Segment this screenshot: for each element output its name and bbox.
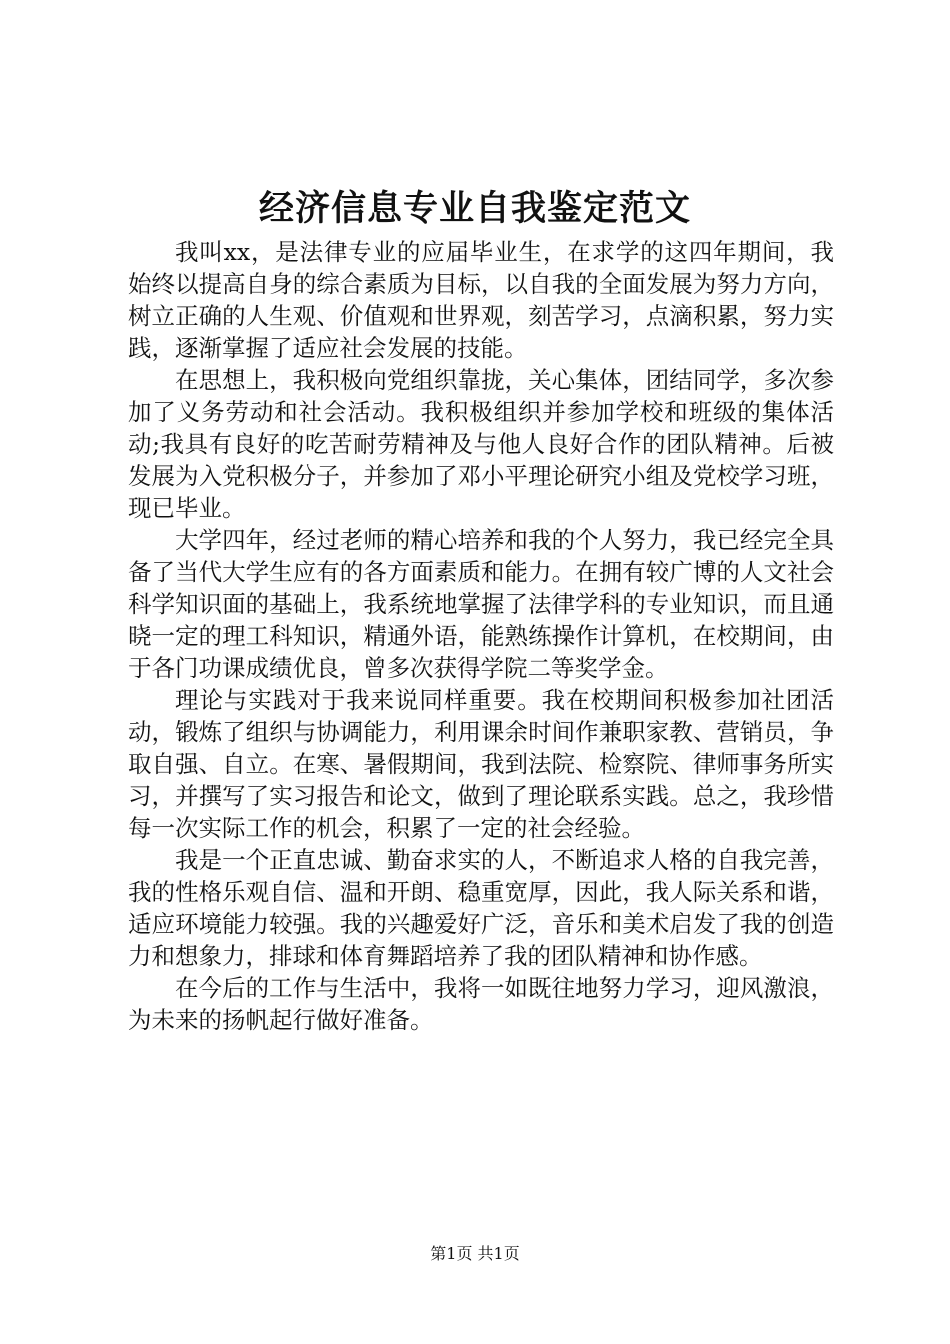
paragraph-6: 在今后的工作与生活中，我将一如既往地努力学习，迎风激浪，为未来的扬帆起行做好准备。 <box>128 974 834 1034</box>
paragraph-1: 我叫xx，是法律专业的应届毕业生，在求学的这四年期间，我始终以提高自身的综合素质为目标，以自我的全面发展为努力方向，树立正确的人生观、价值观和世界观，刻苦学习，点滴积累，努力实践，逐渐掌握了适应社会发展的技能。 <box>128 238 834 362</box>
paragraph-5: 我是一个正直忠诚、勤奋求实的人，不断追求人格的自我完善，我的性格乐观自信、温和开朗、稳重宽厚，因此，我人际关系和谐，适应环境能力较强。我的兴趣爱好广泛，音乐和美术启发了我的创造力和想象力，排球和体育舞蹈培养了我的团队精神和协作感。 <box>128 846 834 970</box>
paragraph-4: 理论与实践对于我来说同样重要。我在校期间积极参加社团活动，锻炼了组织与协调能力，利用课余时间作兼职家教、营销员，争取自强、自立。在寒、暑假期间，我到法院、检察院、律师事务所实习，并撰写了实习报告和论文，做到了理论联系实践。总之，我珍惜每一次实际工作的机会，积累了一定的社会经验。 <box>128 686 834 842</box>
page-number-footer: 第1页 共1页 <box>430 1244 520 1263</box>
document-body <box>128 236 834 1036</box>
paragraph-2: 在思想上，我积极向党组织靠拢，关心集体，团结同学，多次参加了义务劳动和社会活动。我积极组织并参加学校和班级的集体活动;我具有良好的吃苦耐劳精神及与他人良好合作的团队精神。后被发展为入党积极分子，并参加了邓小平理论研究小组及党校学习班，现已毕业。 <box>128 366 834 522</box>
paragraph-3: 大学四年，经过老师的精心培养和我的个人努力，我已经完全具备了当代大学生应有的各方面素质和能力。在拥有较广博的人文社会科学知识面的基础上，我系统地掌握了法律学科的专业知识，而且通晓一定的理工科知识，精通外语，能熟练操作计算机，在校期间，由于各门功课成绩优良，曾多次获得学院二等奖学金。 <box>128 526 834 682</box>
document-title: 经济信息专业自我鉴定范文 <box>258 188 691 229</box>
